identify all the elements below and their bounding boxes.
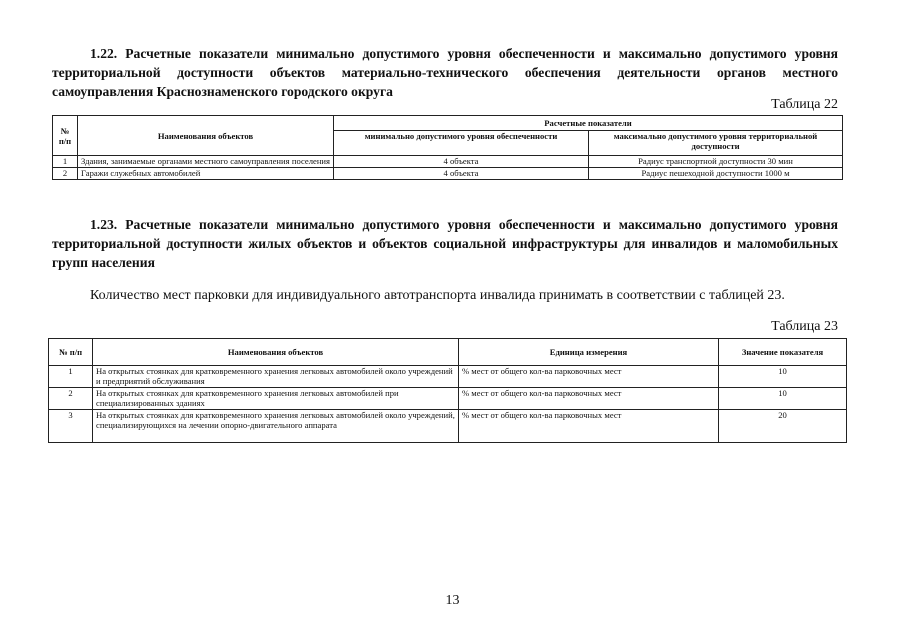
row-name: Гаражи служебных автомобилей [78, 168, 334, 180]
row-name: На открытых стоянках для кратковременного хранения легковых автомобилей около учреждений, специализирующихся на лечении опорно-двигательного аппарата [93, 410, 459, 443]
row-unit: % мест от общего кол-ва парковочных мест [459, 410, 719, 443]
row-num: 3 [49, 410, 93, 443]
header-group: Расчетные показатели [334, 116, 843, 131]
section-heading-1-23: 1.23. Расчетные показатели минимально допустимого уровня обеспеченности и максимально допустимого уровня территориальной доступности жилых объектов и объектов социальной инфраструктуры для инвалидов и маломобильных групп населения [52, 217, 838, 270]
header-unit: Единица измерения [459, 339, 719, 366]
table-row [53, 156, 843, 168]
table-23 [48, 338, 847, 443]
row-name: На открытых стоянках для кратковременного хранения легковых автомобилей около учреждений и предприятий обслуживания [93, 366, 459, 388]
row-name: На открытых стоянках для кратковременного хранения легковых автомобилей при специализированных зданиях [93, 388, 459, 410]
row-num: 1 [53, 156, 78, 168]
table-row [49, 410, 847, 443]
row-value: 20 [719, 410, 847, 443]
row-min: 4 объекта [334, 168, 589, 180]
row-name: Здания, занимаемые органами местного самоуправления поселения [78, 156, 334, 168]
table-22 [52, 115, 843, 180]
table-22-caption: Таблица 22 [771, 97, 838, 112]
row-unit: % мест от общего кол-ва парковочных мест [459, 366, 719, 388]
header-name: Наименования объектов [93, 339, 459, 366]
row-num: 1 [49, 366, 93, 388]
header-max: максимально допустимого уровня территориальной доступности [589, 131, 843, 156]
header-num: № п/п [49, 339, 93, 366]
header-min: минимально допустимого уровня обеспеченности [334, 131, 589, 156]
section-heading-1-22: 1.22. Расчетные показатели минимально допустимого уровня обеспеченности и максимально допустимого уровня территориальной доступности объектов материально-технического обеспечения деятельности органов местного самоуправления Краснознаменского городского округа [52, 46, 838, 99]
header-value: Значение показателя [719, 339, 847, 366]
row-num: 2 [53, 168, 78, 180]
row-num: 2 [49, 388, 93, 410]
table-23-caption: Таблица 23 [771, 319, 838, 334]
table-row [49, 388, 847, 410]
header-num: № п/п [53, 116, 78, 156]
row-min: 4 объекта [334, 156, 589, 168]
row-value: 10 [719, 366, 847, 388]
row-unit: % мест от общего кол-ва парковочных мест [459, 388, 719, 410]
body-paragraph: Количество мест парковки для индивидуального автотранспорта инвалида принимать в соответствии с таблицей 23. [90, 288, 785, 303]
table-header-row [53, 116, 843, 131]
page-number: 13 [445, 593, 460, 608]
table-row [49, 366, 847, 388]
row-max: Радиус транспортной доступности 30 мин [589, 156, 843, 168]
row-value: 10 [719, 388, 847, 410]
table-row [53, 168, 843, 180]
table-header-row [49, 339, 847, 366]
header-name: Наименования объектов [78, 116, 334, 156]
row-max: Радиус пешеходной доступности 1000 м [589, 168, 843, 180]
